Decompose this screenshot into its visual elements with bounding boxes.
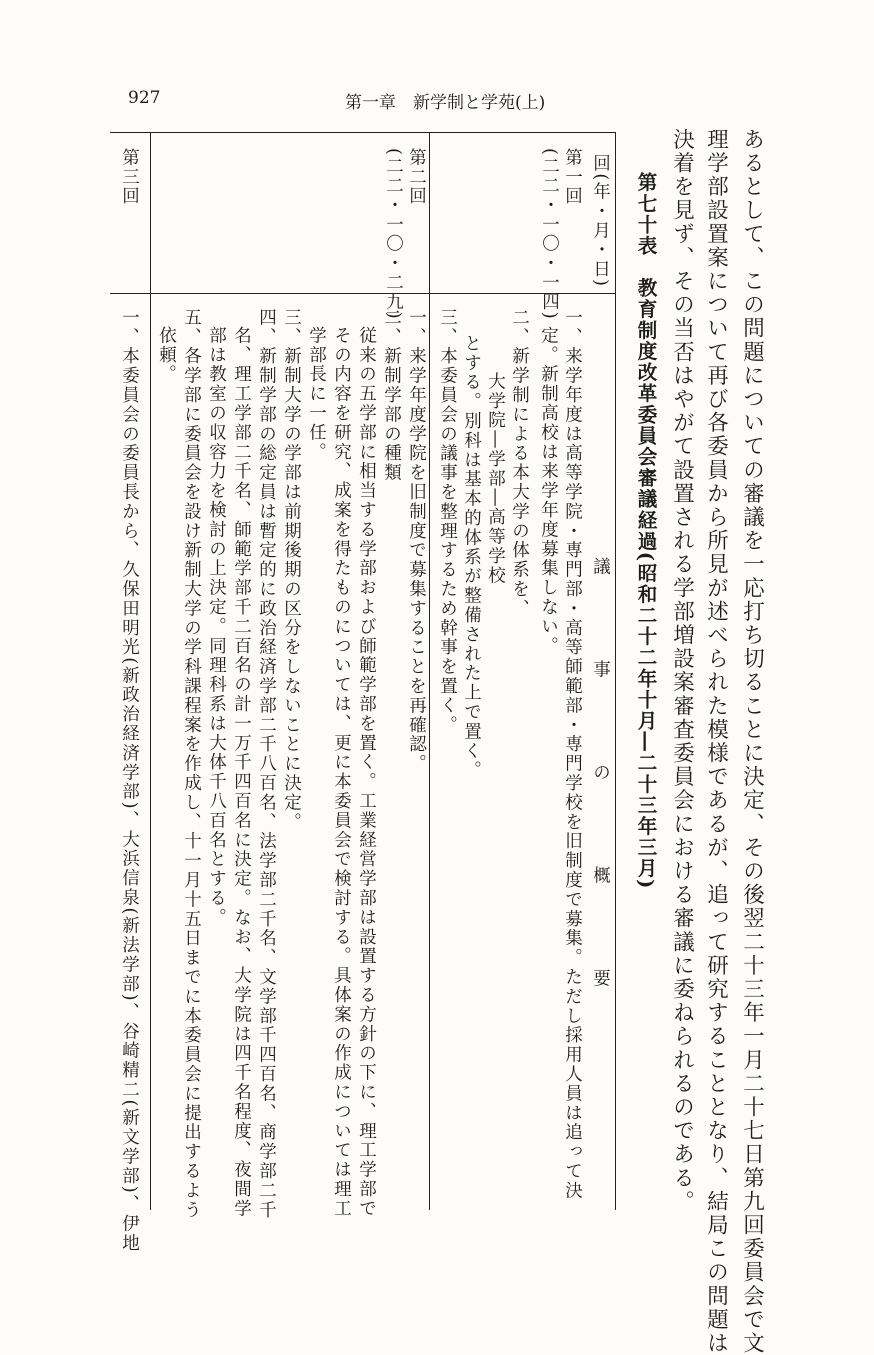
summary-line: 三、本委員会の議事を整理するため幹事を置く。: [437, 308, 458, 735]
summary-line: その内容を研究、成案を得たものについては、更に本委員会で検討する。具体案の作成については理工: [331, 326, 352, 1219]
row-divider-2: [150, 132, 151, 1210]
session-date: (二二・一〇・二九): [383, 148, 404, 321]
session-label: 第一回: [562, 148, 583, 207]
page-number: 927: [128, 88, 161, 108]
header-summary: 議 事 の 概 要: [590, 557, 611, 1021]
summary-line: 依頼。: [156, 326, 177, 385]
row-divider-1: [429, 132, 430, 1210]
summary-line: 学部長に一任。: [306, 326, 327, 462]
table-title: 第七十表 教育制度改革委員会審議経過(昭和二十二年十月―二十三年三月): [634, 172, 658, 890]
summary-line: 五、各学部に委員会を設け新制大学の学科課程案を作成し、十一月十五日までに本委員会に提出するよう: [181, 308, 202, 1220]
summary-line: 二、新学制による本大学の体系を、: [509, 308, 530, 619]
body-line-2: 理学部設置案について再び各委員から所見が述べられた模様であるが、追って研究することとなり、結局この問題は: [703, 128, 729, 1355]
summary-line: 従来の五学部に相当する学部および師範学部を置く。工業経営学部は設置する方針の下に、理工学部で: [356, 326, 377, 1219]
summary-line: 一、来学年度学院を旧制度で募集することを再確認。: [406, 308, 427, 774]
summary-line: 四、新制学部の総定員は暫定的に政治経済学部二千八百名、法学部二千名、文学部千四百名、商学部二千: [256, 308, 277, 1220]
summary-line: 一、本委員会の委員長から、久保田明光(新政治経済学部)、大浜信泉(新法学部)、谷崎精二(新文学部)、伊地: [119, 308, 140, 1253]
header-session: 回(年・月・日): [590, 154, 611, 288]
body-line-1: あるとして、この問題についての審議を一応打ち切ることに決定、その後翌二十三年一月二十七日第九回委員会で文: [739, 128, 765, 1355]
summary-line: 三、新制大学の学部は前期後期の区分をしないことに決定。: [281, 308, 302, 832]
summary-line: 一、来学年度は高等学院・専門部・高等師範部・専門学校を旧制度で募集。ただし採用人員は追って決: [562, 308, 583, 1201]
table-right-rule: [615, 132, 616, 1210]
session-label: 第二回: [406, 148, 427, 207]
session-date: (二二・一〇・一四): [539, 148, 560, 321]
table-top-rule: [110, 132, 616, 133]
summary-line: 名、理工学部二千名、師範学部千二百名の計一万千四百名に決定。なお、大学院は四千名程度、夜間学: [231, 326, 252, 1219]
summary-line: 二、新制学部の種類: [381, 308, 402, 483]
body-line-3: 決着を見ず、その当否はやがて設置される学部増設案審査委員会における審議に委ねられるのである。: [669, 128, 695, 1214]
session-label: 第三回: [119, 148, 140, 207]
summary-line: 定。新制高校は来学年度募集しない。: [538, 326, 559, 656]
summary-line: とする。別科は基本的体系が整備された上で置く。: [461, 334, 482, 781]
chapter-title: 第一章 新学制と学苑(上): [345, 93, 546, 113]
summary-line: 部は教室の収容力を検討の上決定。同理科系は大体千八百名とする。: [206, 326, 227, 928]
summary-line: 大学院―学部―高等学校: [485, 372, 506, 586]
